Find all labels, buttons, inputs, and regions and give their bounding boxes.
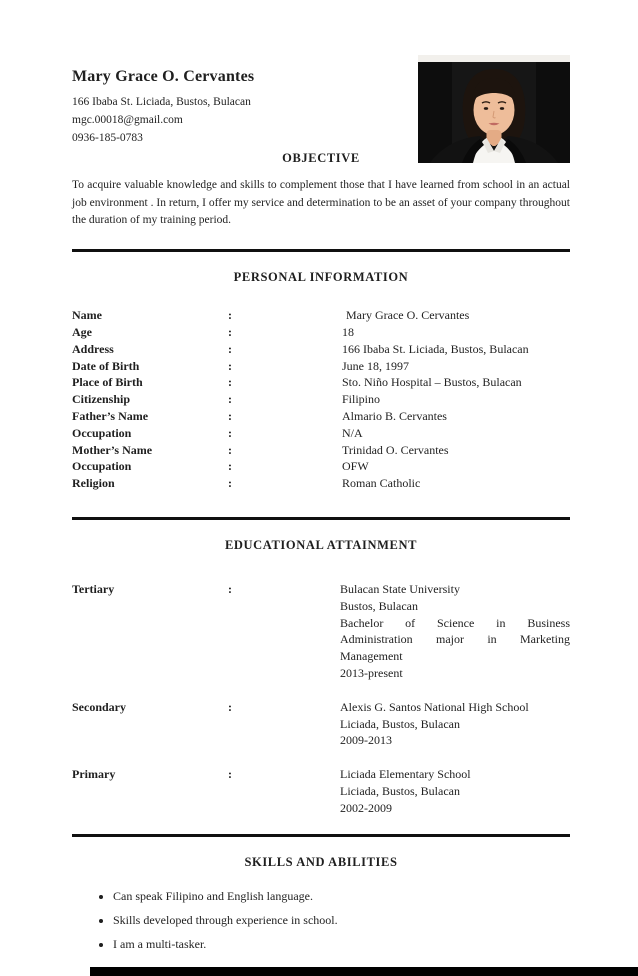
section-title-skills-and-abilities: SKILLS AND ABILITIES <box>244 854 398 869</box>
page-bottom-bar <box>90 967 638 976</box>
education-line: Alexis G. Santos National High School <box>340 699 529 714</box>
colon-separator: : <box>228 581 232 596</box>
info-value: Mary Grace O. Cervantes <box>346 308 470 323</box>
education-label: Primary <box>72 767 116 782</box>
info-value: 18 <box>342 324 354 339</box>
colon-separator: : <box>228 341 232 356</box>
skill-item: • I am a multi-tasker. <box>113 936 570 953</box>
info-value: Trinidad O. Cervantes <box>342 442 449 457</box>
colon-separator: : <box>228 425 232 440</box>
info-row-age <box>72 324 570 341</box>
education-entry-tertiary <box>72 581 570 682</box>
education-label: Tertiary <box>72 581 115 596</box>
education-label: Secondary <box>72 699 126 714</box>
contact-phone: 0936-185-0783 <box>72 131 143 144</box>
education-line: 2002-2009 <box>340 800 392 815</box>
info-label: Address <box>72 341 114 356</box>
education-details <box>340 766 570 816</box>
info-label: Age <box>72 324 92 339</box>
info-row-address <box>72 341 570 358</box>
info-value: Almario B. Cervantes <box>342 408 447 423</box>
info-label: Mother’s Name <box>72 442 153 457</box>
info-value: Sto. Niño Hospital – Bustos, Bulacan <box>342 375 522 390</box>
education-line: Liciada Elementary School <box>340 767 471 782</box>
skill-item: • Can speak Filipino and English language. <box>113 888 570 905</box>
colon-separator: : <box>228 308 232 323</box>
education-entry-primary <box>72 766 570 816</box>
info-row-mothers-name <box>72 442 570 459</box>
info-label: Citizenship <box>72 392 131 407</box>
section-title-educational-attainment: EDUCATIONAL ATTAINMENT <box>224 537 418 552</box>
info-label: Date of Birth <box>72 358 140 373</box>
education-line: Liciada, Bustos, Bulacan <box>340 783 460 798</box>
info-label: Father’s Name <box>72 408 149 423</box>
education-line: 2009-2013 <box>340 733 392 748</box>
section-divider-3 <box>72 834 570 837</box>
info-row-citizenship <box>72 391 570 408</box>
info-label: Religion <box>72 476 115 491</box>
colon-separator: : <box>228 375 232 390</box>
info-value: Roman Catholic <box>342 476 421 491</box>
education-details <box>340 581 570 682</box>
contact-email: mgc.00018@gmail.com <box>72 113 183 126</box>
education-entry-secondary <box>72 699 570 749</box>
colon-separator: : <box>228 767 232 782</box>
section-title-personal-information: PERSONAL INFORMATION <box>233 270 409 285</box>
info-row-name <box>72 307 570 324</box>
education-section <box>72 581 570 817</box>
info-row-place-of-birth <box>72 374 570 391</box>
colon-separator: : <box>228 358 232 373</box>
colon-separator: : <box>228 699 232 714</box>
education-line: Bachelor of Science in Business Administration major in Marketing Management <box>340 615 570 664</box>
info-label: Place of Birth <box>72 375 143 390</box>
education-details <box>340 699 570 749</box>
info-row-date-of-birth <box>72 358 570 375</box>
info-label: Occupation <box>72 425 132 440</box>
info-label: Occupation <box>72 459 132 474</box>
profile-photo <box>418 55 570 163</box>
person-name: Mary Grace O. Cervantes <box>72 68 255 85</box>
info-value: N/A <box>342 425 363 440</box>
info-row-fathers-name <box>72 408 570 425</box>
contact-address: 166 Ibaba St. Liciada, Bustos, Bulacan <box>72 96 251 108</box>
skills-list <box>72 888 570 953</box>
info-value: June 18, 1997 <box>342 358 409 373</box>
personal-info-table <box>72 307 570 492</box>
section-title-objective: OBJECTIVE <box>282 151 360 166</box>
resume-header <box>72 68 570 147</box>
colon-separator: : <box>228 442 232 457</box>
objective-text: To acquire valuable knowledge and skills to complement those that I have learned from school in an actual job environment . In return, I offer my service and determination to be an asset of your company throughout the duration of my training period. <box>72 179 570 226</box>
education-line: 2013-present <box>340 665 403 680</box>
colon-separator: : <box>228 459 232 474</box>
info-value: Filipino <box>342 392 381 407</box>
colon-separator: : <box>228 476 232 491</box>
section-divider-2 <box>72 517 570 520</box>
colon-separator: : <box>228 392 232 407</box>
portrait-illustration <box>418 55 570 163</box>
info-value: OFW <box>342 459 369 474</box>
education-line: Bulacan State University <box>340 581 460 596</box>
info-value: 166 Ibaba St. Liciada, Bustos, Bulacan <box>342 341 529 356</box>
info-row-father-occupation <box>72 425 570 442</box>
skill-item: • Skills developed through experience in school. <box>113 912 570 929</box>
section-divider-1 <box>72 249 570 252</box>
colon-separator: : <box>228 408 232 423</box>
info-label: Name <box>72 308 102 323</box>
info-row-religion <box>72 475 570 492</box>
info-row-mother-occupation <box>72 458 570 475</box>
education-line: Bustos, Bulacan <box>340 598 418 613</box>
colon-separator: : <box>228 324 232 339</box>
education-line: Liciada, Bustos, Bulacan <box>340 716 460 731</box>
